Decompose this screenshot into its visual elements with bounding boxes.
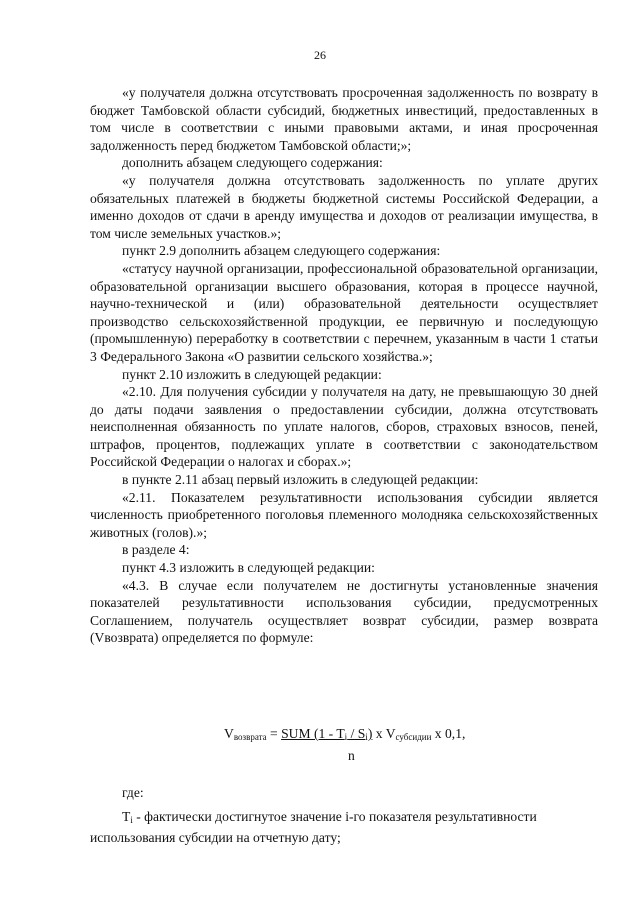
formula-sum: SUM (1 - T — [281, 726, 345, 741]
paragraph: дополнить абзацем следующего содержания: — [122, 155, 383, 171]
paragraph: пункт 2.9 дополнить абзацем следующего содержания: — [122, 243, 441, 259]
paragraph: в пункте 2.11 абзац первый изложить в следующей редакции: — [122, 472, 479, 488]
t-definition — [90, 808, 598, 847]
paragraph: «4.3. В случае если получателем не достигнуты установленные значения показателей результативности использования субсидии, предусмотренных Соглашением, получатель осуществляет возврат субсидии, размер возврата (Vвозврата) определяется по формуле: — [90, 577, 598, 646]
formula-close: ) — [367, 726, 373, 741]
paragraph: «2.11. Показателем результативности использования субсидии является численность приобретенного поголовья племенного молодняка сельскохозяйственных животных (голов).»; — [90, 489, 598, 540]
page-number: 26 — [314, 48, 326, 62]
formula-sub-i: i — [365, 732, 368, 742]
formula-lhs-subscript: возврата — [233, 732, 267, 742]
paragraph: «2.10. Для получения субсидии у получателя на дату, не превышающую 30 дней до даты подачи заявления о предоставлении субсидии, должна отсутствовать неисполненная обязанность по уплате налогов, сборов, страховых взносов, пеней, штрафов, процентов, подлежащих уплате в соответствии с законодательством Российской Федерации о налогах и сборах.»; — [90, 384, 598, 470]
paragraph: «у получателя должна отсутствовать просроченная задолженность по возврату в бюджет Тамбовской области субсидий, бюджетных инвестиций, предоставленных в том числе в соответствии с иными правовыми актами, и иная просроченная задолженность перед бюджетом Тамбовской области;»; — [90, 85, 598, 153]
document-body — [90, 84, 598, 647]
paragraph: «статусу научной организации, профессиональной образовательной организации, образовательной организации высшего образования, которая в процессе научной, научно-технической и (или) образовательной деятельности осуществляет производство сельскохозяйственной продукции, ее первичную и последующую (промышленную) переработку в соответствии с перечнем, указанным в части 1 статьи 3 Федерального Закона «О развитии сельского хозяйства.»; — [90, 260, 598, 364]
paragraph: в разделе 4: — [122, 542, 190, 558]
formula-equals: = — [266, 726, 282, 741]
t-symbol: T — [122, 808, 131, 824]
formula-rest: x 0,1, — [431, 726, 466, 741]
paragraph: пункт 4.3 изложить в следующей редакции: — [122, 560, 375, 576]
formula-v-subscript: субсидии — [395, 732, 432, 742]
paragraph: «у получателя должна отсутствовать задолженность по уплате других обязательных платежей в бюджеты бюджетной системы Российской Федерации, а именно доходов от сдачи в аренду имущества и доходов от реализации имущества, в том числе земельных участков.»; — [90, 172, 598, 241]
formula-numerator — [281, 726, 372, 741]
where-label: где: — [122, 785, 144, 800]
t-definition-text: - фактически достигнутое значение i-го показателя результативности использования субсидии на отчетную дату; — [90, 808, 537, 846]
paragraph: пункт 2.10 изложить в следующей редакции: — [122, 366, 382, 382]
formula-sub-i: i — [344, 732, 348, 742]
return-formula — [224, 726, 465, 742]
definitions — [90, 784, 598, 847]
formula-lhs: V — [224, 726, 234, 741]
formula-slash: / S — [347, 726, 366, 741]
formula-denominator: n — [348, 748, 355, 763]
formula-times: x V — [372, 726, 396, 741]
t-subscript: i — [130, 814, 133, 825]
